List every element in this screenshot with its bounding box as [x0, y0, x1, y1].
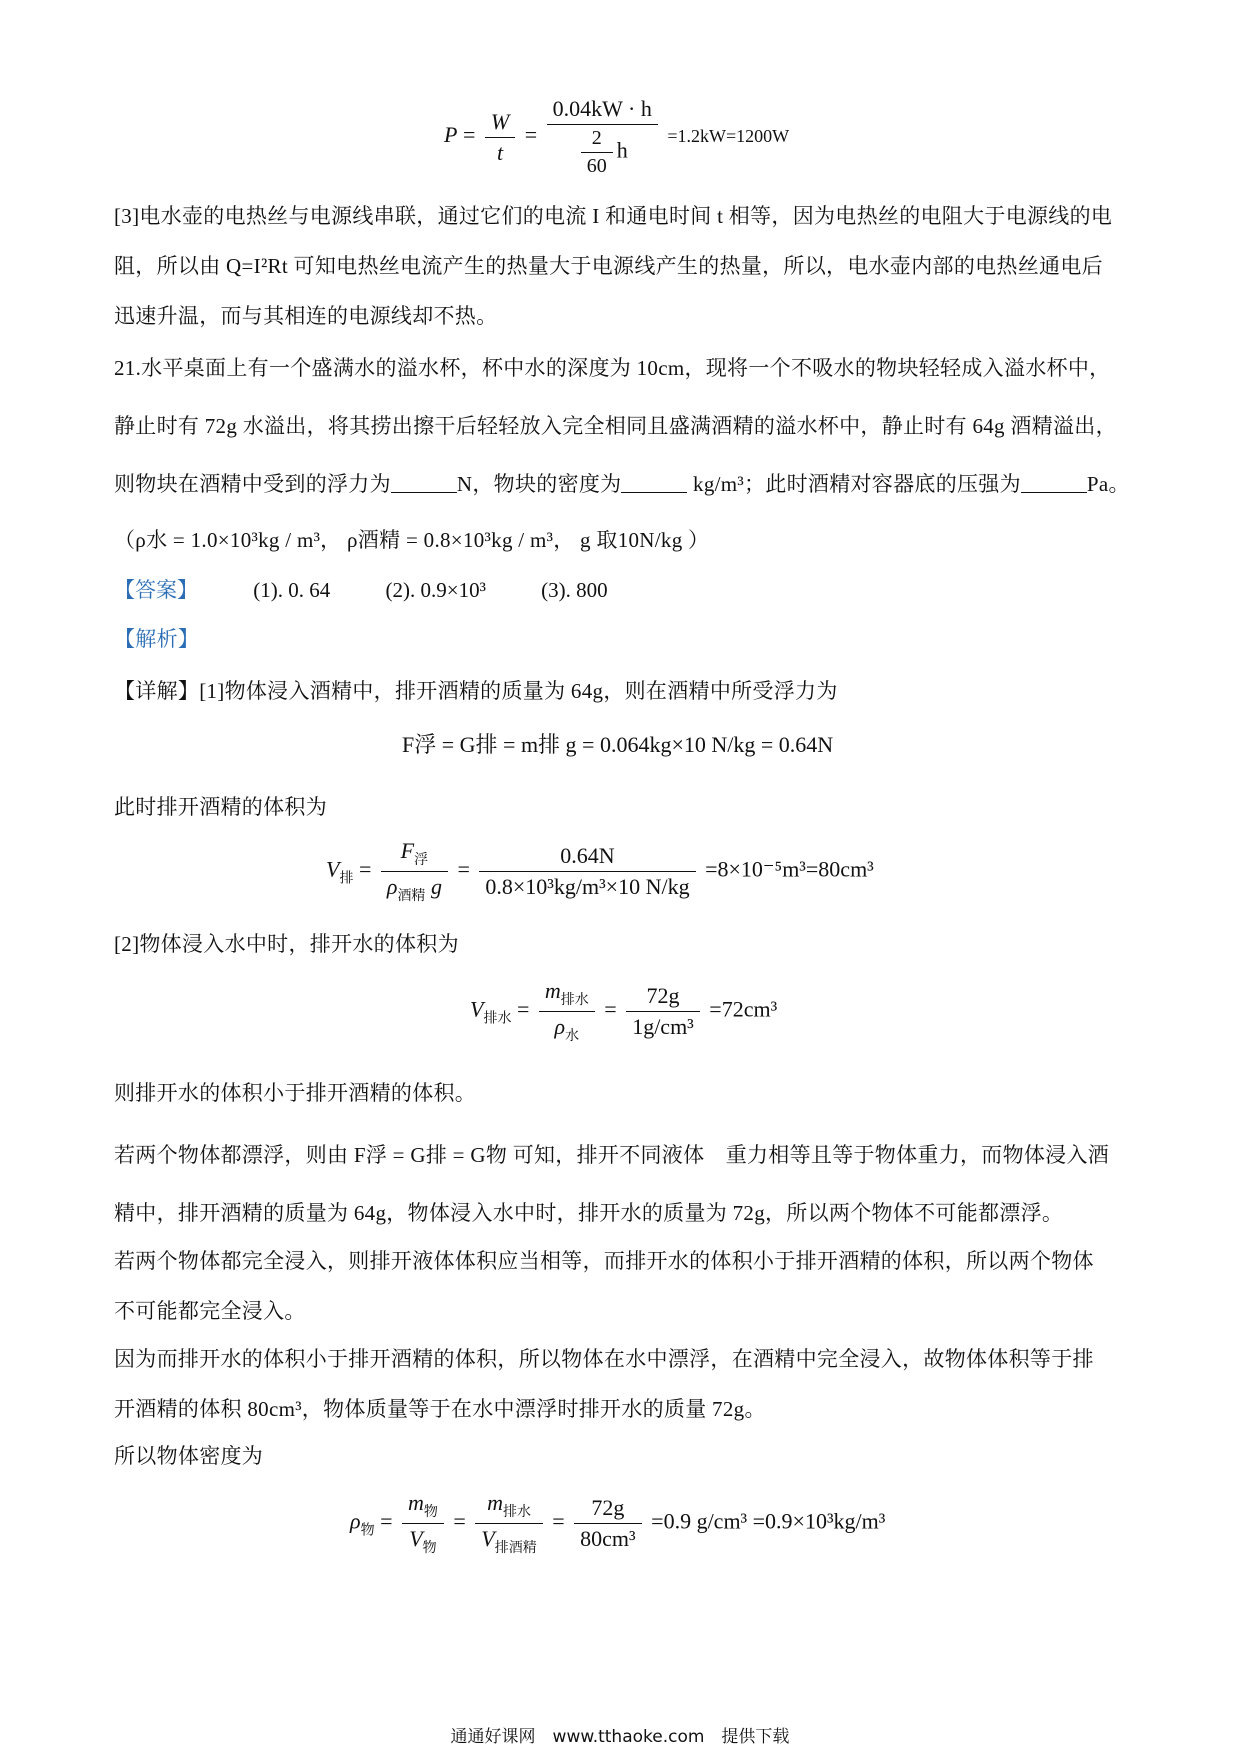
text-line: [3]电水壶的电热丝与电源线串联，通过它们的电流 I 和通电时间 t 相等，因为电热丝的电阻大于电源线的电 [114, 204, 1113, 228]
text-line: 阻，所以由 Q=I²Rt 可知电热丝电流产生的热量大于电源线产生的热量，所以，电水壶内部的电热丝通电后 [114, 254, 1103, 278]
footer-text: 通通好课网 www.tthaoke.com 提供下载 [450, 1727, 790, 1747]
formula-buoyancy: F浮 = G排 = m排 g = 0.064kg×10 N/kg = 0.64N [402, 732, 834, 757]
conclusion: 因为而排开水的体积小于排开酒精的体积，所以物体在水中漂浮，在酒精中完全浸入，故物体体积等于排 开酒精的体积 80cm³，物体质量等于在水中漂浮时排开水的质量 72g。 [114, 1347, 1094, 1421]
formula-volume-alcohol: $V_排$ = $\frac{F_浮}{\rho_{酒精} g}$ = $\frac{0.64N}{\text{0.8×10³kg/m³×10 N/kg}}$ =8×10⁻⁵m³=80cm³ [326, 838, 874, 904]
fraction-two-sixtieths: $\frac{2}{60}$ [581, 127, 613, 178]
text-line: 21.水平桌面上有一个盛满水的溢水杯，杯中水的深度为 10cm，现将一个不吸水的物块轻轻成入溢水杯中， [114, 356, 1111, 380]
question-21 [114, 343, 1132, 565]
paragraph-3 [114, 191, 1132, 341]
blank-pressure [1021, 472, 1087, 493]
answer-1: (1). 0. 64 [253, 578, 331, 602]
answer-line [114, 574, 608, 604]
compare-text: 则排开水的体积小于排开酒精的体积。 [114, 1081, 477, 1105]
formula-density: $\rho_物$ = $\frac{m_物}{V_物}$ = $\frac{m_{排水}}{V_{排酒精}}$ = $\frac{72g}{\text{80cm³}}$ =0.9 g/cm³ =0.9×10³kg/m³ [350, 1490, 886, 1556]
text-line: 迅速升温，而与其相连的电源线却不热。 [114, 304, 498, 328]
formula-power-result: =1.2kW=1200W [667, 126, 790, 147]
answer-label: 【答案】 [114, 578, 198, 602]
text-line: 静止时有 72g 水溢出，将其捞出擦干后轻轻放入完全相同且盛满酒精的溢水杯中，静止时有 64g 酒精溢出， [114, 414, 1117, 438]
water-intro: [2]物体浸入水中时，排开水的体积为 [114, 932, 459, 956]
analysis-heading [114, 614, 1132, 664]
fill-in-line: 则物块在酒精中受到的浮力为 N，物块的密度为 kg/m³；此时酒精对容器底的压强为 Pa。 [114, 472, 1130, 496]
blank-density [621, 472, 687, 493]
formula-lhs: P [444, 122, 458, 148]
volume-intro: 此时排开酒精的体积为 [114, 795, 327, 819]
float-case: 若两个物体都漂浮，则由 F浮 = G排 = G物 可知，排开不同液体 重力相等且等于物体重力，而物体浸入酒 精中，排开酒精的质量为 64g，物体浸入水中时，排开水的质量为 72g，所以两个物体不可能都漂浮。 [114, 1143, 1110, 1225]
given-constants: （ρ水 = 1.0×10³kg / m³， ρ酒精 = 0.8×10³kg / m³， g 取10N/kg ） [114, 528, 710, 552]
fraction-w-over-t: $\frac{W}{t}$ [485, 109, 515, 166]
formula-power: P = $\frac{W}{t}$ = 0.04kW · h $\frac{2}{60}$ h =1.2kW=1200W [444, 96, 790, 177]
fraction-energy-over-time: 0.04kW · h $\frac{2}{60}$ h [547, 96, 658, 178]
density-intro: 所以物体密度为 [114, 1444, 264, 1468]
detail-intro: 【详解】[1]物体浸入酒精中，排开酒精的质量为 64g，则在酒精中所受浮力为 [114, 679, 838, 703]
formula-volume-water: $V_{排水}$ = $\frac{m_{排水}}{\rho_水}$ = $\frac{72g}{\text{1g/cm³}}$ =72cm³ [470, 978, 778, 1044]
analysis-label: 【解析】 [114, 627, 200, 651]
blank-buoyancy [391, 472, 457, 493]
answer-3: (3). 800 [541, 578, 608, 602]
answer-2: (2). 0.9×10³ [385, 578, 486, 602]
sink-case: 若两个物体都完全浸入，则排开液体体积应当相等，而排开水的体积小于排开酒精的体积，所以两个物体 不可能都完全浸入。 [114, 1249, 1094, 1323]
